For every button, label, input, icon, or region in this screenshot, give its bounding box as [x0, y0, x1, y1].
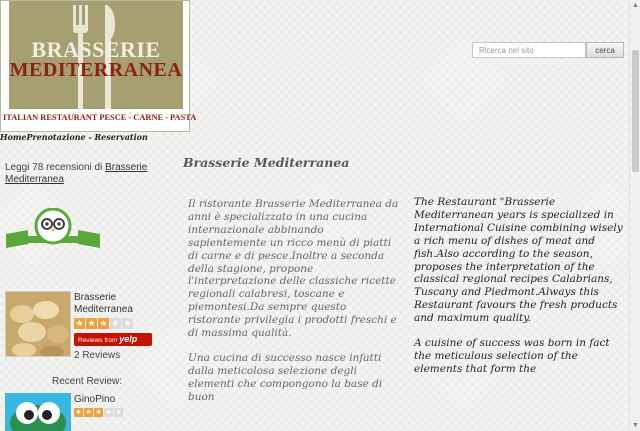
star-icon: ★	[111, 318, 120, 328]
nav-links[interactable]: HomePrenotazione - Reservation	[0, 132, 148, 142]
star-icon: ★	[85, 409, 92, 416]
italian-paragraph-1: Il ristorante Brasserie Mediterranea da anni è specializzato in una cucina internazionale abbinando sapientemente un ricco menù di piatti di carne e di pesce.Inoltre a seconda della stagione, propone l'interpretazione delle classiche ricette regionali calabresi, toscane e piemontesi.Da sempre questo ristorante privilegia i prodotti freschi e di massima qualità.	[188, 198, 399, 340]
restaurant-logo[interactable]	[0, 0, 197, 132]
star-icon: ★	[95, 409, 102, 416]
reviews-from-yelp-button[interactable]: Reviews from yelp	[74, 333, 152, 346]
reviewer-avatar[interactable]	[5, 393, 71, 431]
logo-line2: MEDITERRANEA	[9, 59, 183, 81]
recent-rating-stars	[74, 408, 123, 417]
search-input[interactable]	[472, 42, 586, 58]
tripadvisor-reviews-text	[5, 162, 165, 186]
logo-tagline: ITALIAN RESTAURANT PESCE - CARNE - PASTA	[3, 113, 197, 122]
scroll-up-arrow-icon[interactable]: ▲	[632, 2, 639, 9]
logo-background	[9, 1, 183, 109]
reviews-prefix: Leggi 78 recensioni di	[5, 162, 106, 173]
yelp-widget[interactable]	[5, 291, 155, 359]
yelp-rating-stars	[74, 318, 133, 329]
star-icon: ★	[105, 409, 112, 416]
owl-avatar-icon	[5, 393, 71, 431]
reviewer-name[interactable]: GinoPino	[74, 394, 116, 405]
star-icon: ★	[99, 318, 108, 328]
star-icon: ★	[115, 409, 122, 416]
tripadvisor-owl-icon[interactable]	[4, 208, 102, 250]
search-button[interactable]: cerca	[586, 42, 624, 58]
page-title: Brasserie Mediterranea	[183, 155, 350, 170]
english-paragraph-1: The Restaurant "Brasserie Mediterranean years is specialized in International Cuisine combining wisely a rich menu of dishes of meat and fish.Also according to the season, proposes the interpretation of the classical regional recipes Calabrians, Tuscany and Piedmont.Always this Restaurant favours the fresh products and maximum quality.	[414, 196, 623, 325]
scroll-down-arrow-icon[interactable]: ▼	[632, 422, 639, 429]
star-icon: ★	[75, 409, 82, 416]
yelp-logo: yelp	[119, 334, 138, 344]
recent-review-heading: Recent Review:	[52, 376, 123, 387]
page-scrollbar[interactable]	[629, 0, 640, 431]
scrollbar-thumb[interactable]	[632, 50, 639, 172]
pastry-photo-icon	[6, 292, 71, 357]
yelp-review-count: 2 Reviews	[74, 350, 121, 361]
reviews-link[interactable]: Brasserie Mediterranea	[5, 162, 148, 185]
main-nav	[0, 132, 148, 142]
italian-paragraph-2: Una cucina di successo nasce infatti dalla meticolosa selezione degli elementi che compongono la base di buon	[188, 351, 383, 403]
yelp-business-name[interactable]: Brasserie Mediterranea	[74, 292, 133, 315]
star-icon: ★	[87, 318, 96, 328]
english-description	[414, 196, 627, 388]
logo-line1: BRASSERIE	[31, 37, 161, 62]
star-icon: ★	[123, 318, 132, 328]
yelp-business-photo[interactable]	[5, 291, 71, 357]
star-icon: ★	[75, 318, 84, 328]
english-paragraph-2: A cuisine of success was born in fact the meticulous selection of the elements that form the	[414, 337, 610, 375]
italian-description	[188, 198, 400, 416]
